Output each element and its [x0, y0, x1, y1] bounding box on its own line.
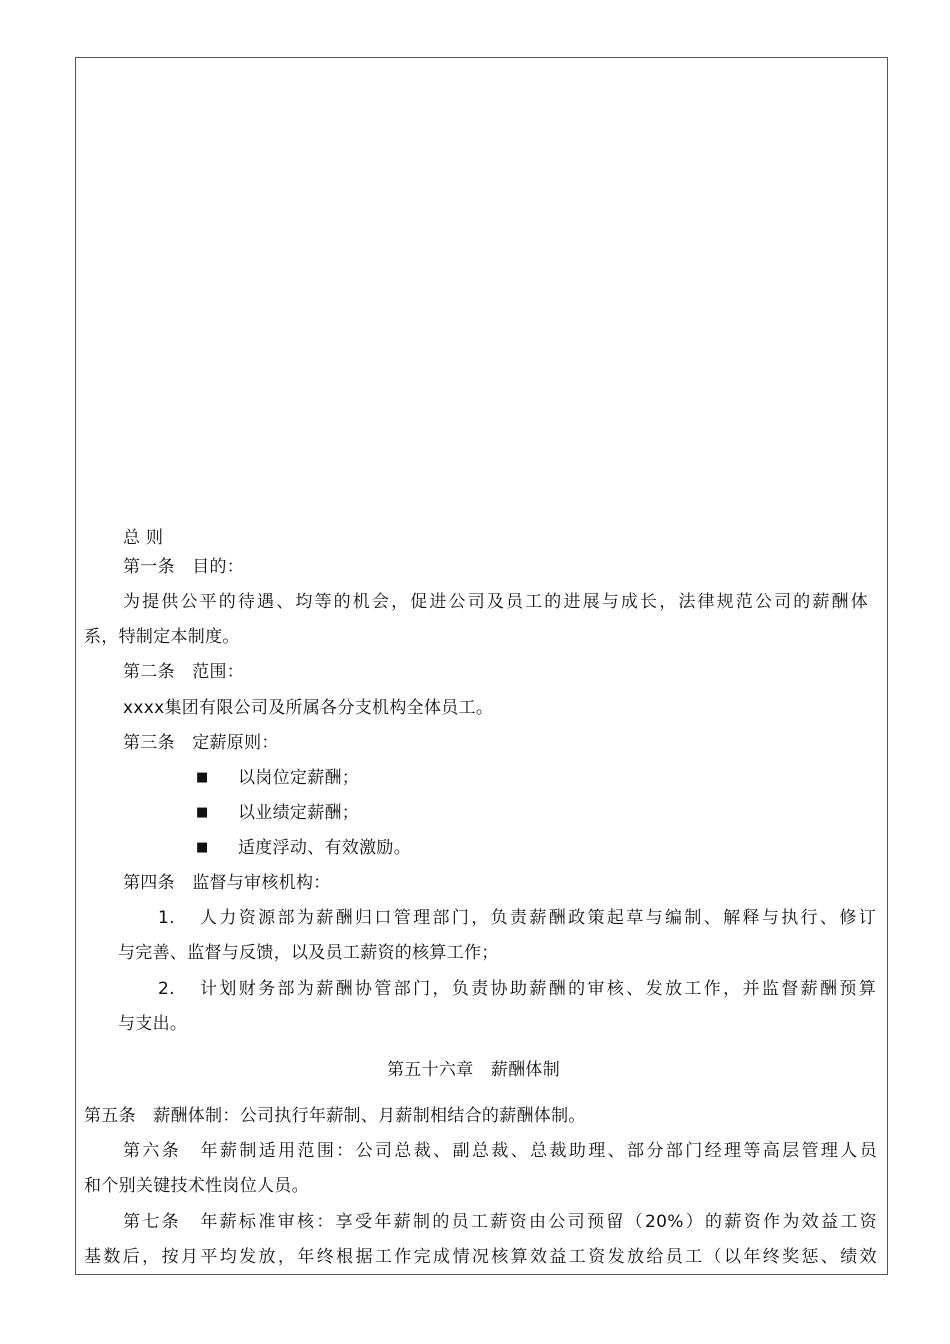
- article-4-item-2-line-2: 与支出。: [118, 1014, 188, 1034]
- chapter-title: 第五十六章 薪酬体制: [387, 1060, 560, 1080]
- black-square-icon: ■: [196, 805, 209, 820]
- article-5-text: 第五条 薪酬体制：公司执行年薪制、月薪制相结合的薪酬体制。: [84, 1106, 586, 1126]
- section-title: 总 则: [123, 528, 164, 548]
- article-6-line-2: 和个别关键技术性岗位人员。: [84, 1176, 309, 1196]
- article-4-item-2-number: 2.: [158, 979, 175, 999]
- article-7-line-1: 第七条 年薪标准审核：享受年薪制的员工薪资由公司预留（20%）的薪资作为效益工资: [123, 1212, 877, 1232]
- principle-item: 以业绩定薪酬；: [238, 803, 360, 823]
- black-square-icon: ■: [196, 770, 209, 785]
- article-4-item-2-line-1: 计划财务部为薪酬协管部门，负责协助薪酬的审核、发放工作，并监督薪酬预算: [200, 979, 876, 999]
- article-4-item-1-number: 1.: [158, 908, 175, 928]
- article-2-body: xxxx集团有限公司及所属各分支机构全体员工。: [123, 698, 494, 718]
- article-4-heading: 第四条 监督与审核机构：: [123, 873, 331, 893]
- black-square-icon: ■: [196, 840, 209, 855]
- article-1-line-2: 系，特制定本制度。: [84, 627, 240, 647]
- article-3-heading: 第三条 定薪原则：: [123, 733, 279, 753]
- article-1-line-1: 为提供公平的待遇、均等的机会，促进公司及员工的进展与成长，法律规范公司的薪酬体: [123, 592, 868, 612]
- article-2-heading: 第二条 范围：: [123, 662, 245, 682]
- principle-item: 以岗位定薪酬；: [238, 768, 360, 788]
- principle-item: 适度浮动、有效激励。: [238, 838, 411, 858]
- article-4-item-1-line-1: 人力资源部为薪酬归口管理部门，负责薪酬政策起草与编制、解释与执行、修订: [200, 908, 876, 928]
- article-4-item-1-line-2: 与完善、监督与反馈，以及员工薪资的核算工作；: [118, 943, 499, 963]
- article-6-line-1: 第六条 年薪制适用范围：公司总裁、副总裁、总裁助理、部分部门经理等高层管理人员: [123, 1141, 877, 1161]
- article-1-heading: 第一条 目的：: [123, 557, 245, 577]
- article-7-line-2: 基数后，按月平均发放，年终根据工作完成情况核算效益工资发放给员工（以年终奖惩、绩效: [84, 1247, 877, 1267]
